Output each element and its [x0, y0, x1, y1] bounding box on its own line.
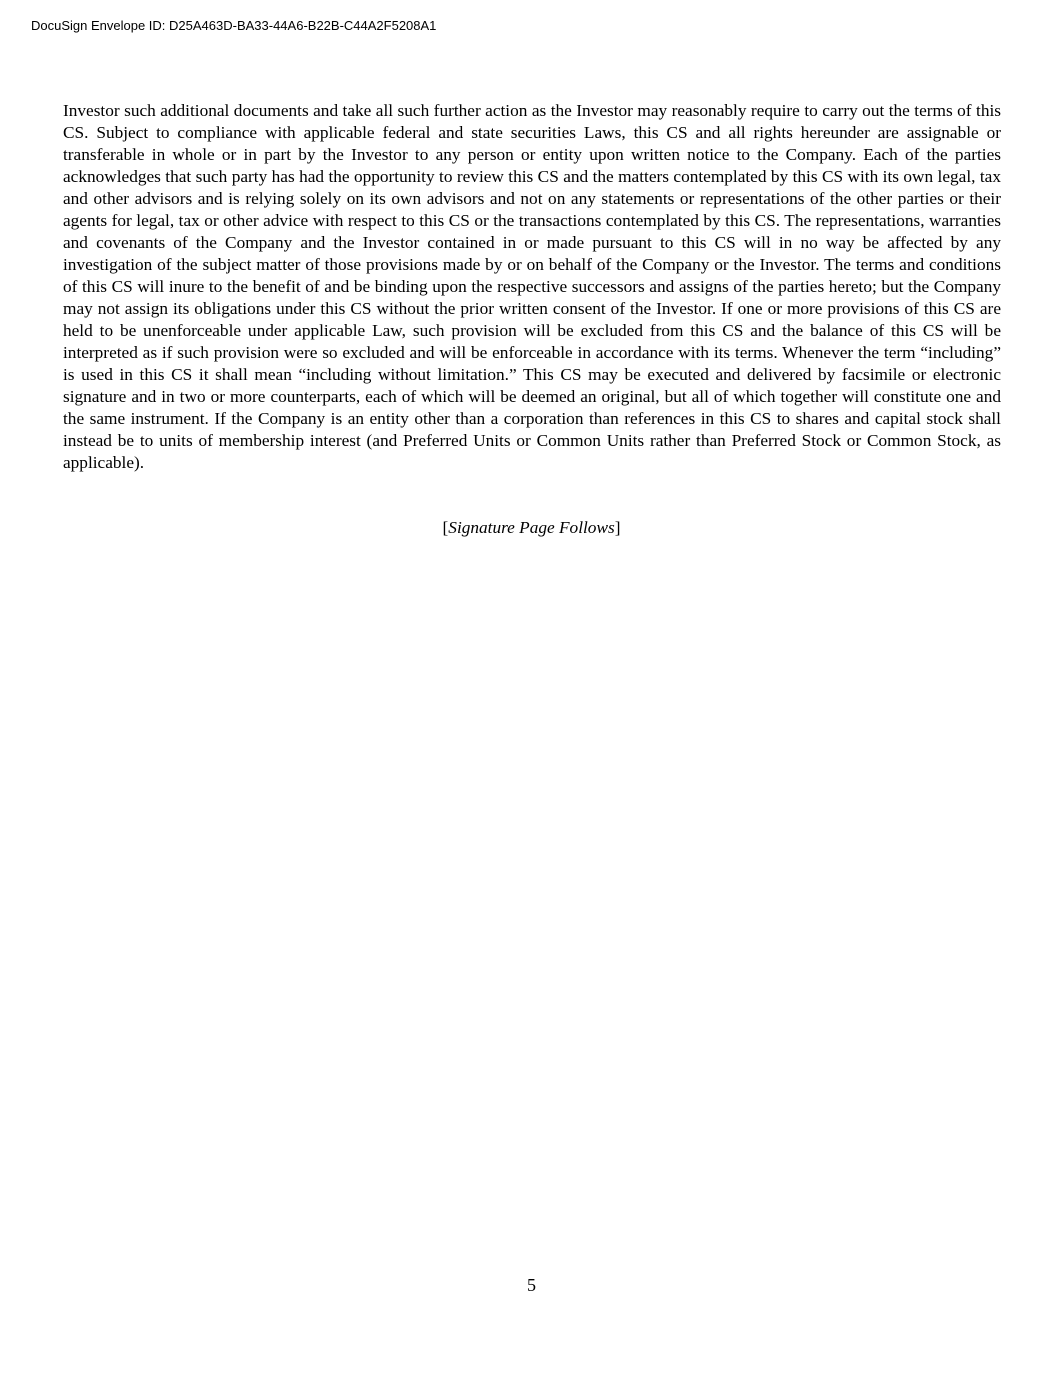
signature-note-text: Signature Page Follows [448, 518, 615, 537]
signature-note-close-bracket: ] [614, 518, 621, 537]
body-paragraph: Investor such additional documents and take all such further action as the Investor may reasonably require to carry out the terms of this CS. Subject to compliance with applicable federal and state securities Laws, this CS and all rights hereunder are assignable or transferable in whole or in part by the Investor to any person or entity upon written notice to the Company. Each of the parties acknowledges that such party has had the opportunity to review this CS and the matters contemplated by this CS with its own legal, tax and other advisors and is relying solely on its own advisors and not on any statements or representations of the other parties or their agents for legal, tax or other advice with respect to this CS or the transactions contemplated by this CS. The representations, warranties and covenants of the Company and the Investor contained in or made pursuant to this CS will in no way be affected by any investigation of the subject matter of those provisions made by or on behalf of the Company or the Investor. The terms and conditions of this CS will inure to the benefit of and be binding upon the respective successors and assigns of the parties hereto; but the Company may not assign its obligations under this CS without the prior written consent of the Investor. If one or more provisions of this CS are held to be unenforceable under applicable Law, such provision will be excluded from this CS and the balance of this CS will be interpreted as if such provision were so excluded and will be enforceable in accordance with its terms. Whenever the term “including” is used in this CS it shall mean “including without limitation.” This CS may be executed and delivered by facsimile or electronic signature and in two or more counterparts, each of which will be deemed an original, but all of which together will constitute one and the same instrument. If the Company is an entity other than a corporation than references in this CS to shares and capital stock shall instead be to units of membership interest (and Preferred Units or Common Units rather than Preferred Stock or Common Stock, as applicable). [63, 101, 1001, 472]
page-number: 5 [527, 1275, 536, 1295]
signature-note-open-bracket: [ [442, 518, 449, 537]
signature-page-note [0, 517, 1063, 539]
docusign-envelope-id: DocuSign Envelope ID: D25A463D-BA33-44A6-B22B-C44A2F5208A1 [31, 18, 437, 33]
